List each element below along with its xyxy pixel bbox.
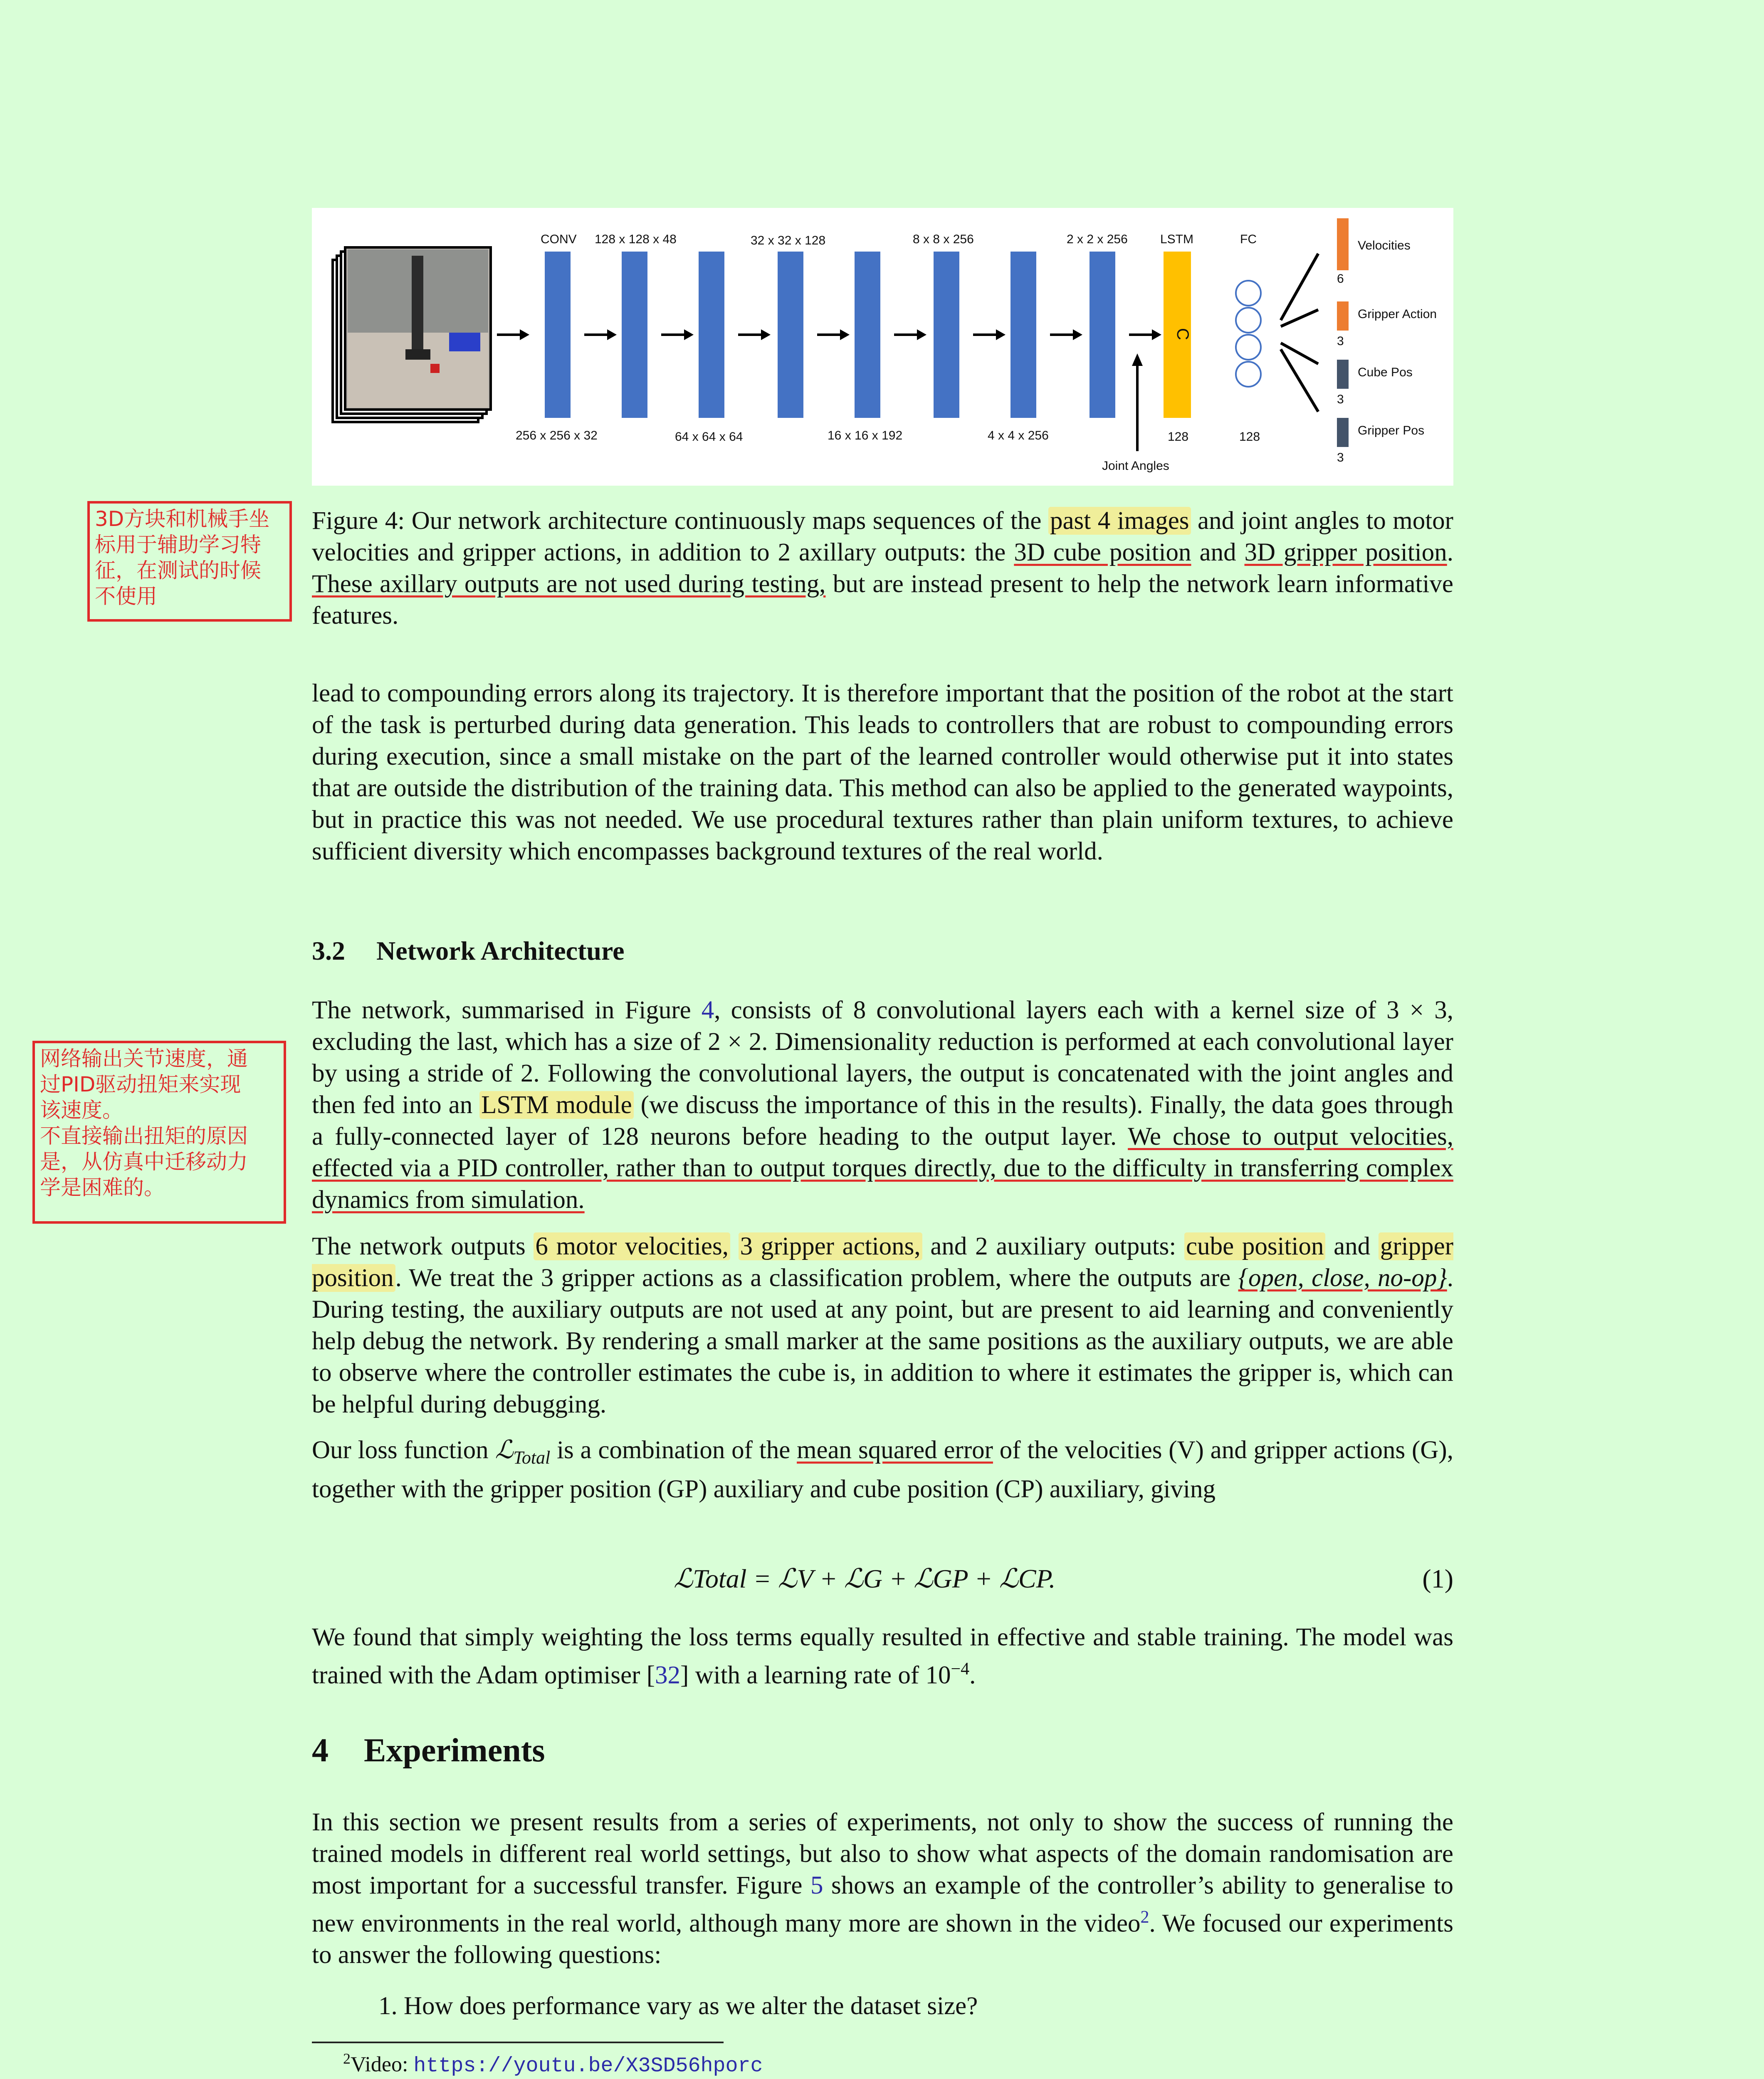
caption-text: Figure 4: Our network architecture continuously maps sequences of the (312, 507, 1048, 535)
fig-top-label: LSTM (1160, 232, 1194, 246)
blue-box (449, 333, 480, 351)
paragraph-text: and 2 auxiliary outputs: (922, 1232, 1185, 1260)
output-arrow-gripper-pos (1281, 349, 1318, 412)
conv-layer-1 (545, 252, 571, 418)
fig-top-label: 8 x 8 x 256 (913, 232, 974, 246)
paragraph-2 (312, 995, 1453, 1216)
paragraph-text: ] with a learning rate of 10 (680, 1661, 951, 1689)
flow-arrowhead (1152, 329, 1161, 340)
figure-caption (312, 505, 1453, 632)
fc-neuron (1236, 335, 1261, 360)
highlight-lstm: LSTM module (479, 1091, 634, 1119)
highlight-gripper-actions: 3 gripper actions, (739, 1232, 922, 1260)
underline-mse: mean squared error (797, 1436, 993, 1464)
output-dim-gripper-action: 3 (1337, 334, 1344, 348)
conv-layer-3 (699, 252, 724, 418)
output-label-gripper-action: Gripper Action (1358, 307, 1437, 321)
flow-arrowhead (684, 329, 694, 340)
underline-actions-set: {open, close, no-op} (1238, 1264, 1447, 1292)
conv-layer-7 (1010, 252, 1036, 418)
flow-arrowhead (996, 329, 1006, 340)
fc-neuron (1236, 281, 1261, 306)
joint-angles-arrowhead (1132, 353, 1143, 366)
paragraph-text: . We treat the 3 gripper actions as a classification problem, where the outputs are (395, 1264, 1238, 1292)
section-4-heading (312, 1732, 545, 1770)
caption-highlight: past 4 images (1048, 507, 1191, 535)
output-bar-cube-pos (1337, 360, 1349, 389)
citation-32-link[interactable]: 32 (655, 1661, 681, 1689)
margin-note-2: 网络输出关节速度，通 过PID驱动扭矩来实现 该速度。 不直接输出扭矩的原因 是，从仿真中迁移动力 学是困难的。 (32, 1041, 286, 1224)
caption-text: but are instead present to help the network learn informative features. (312, 570, 1453, 630)
network-architecture-svg (312, 208, 1453, 486)
paragraph-text: We found that simply weighting the loss terms equally resulted in effective and stable training. The model was trained with the Adam optimiser [ (312, 1623, 1453, 1689)
lstm-letter: C (1174, 328, 1192, 340)
output-label-cube-pos: Cube Pos (1358, 365, 1413, 379)
fig-top-label: 2 x 2 x 256 (1067, 232, 1128, 246)
fig-bottom-label: 128 (1168, 430, 1189, 444)
fc-neuron (1236, 308, 1261, 333)
paragraph-text: is a combination of the (550, 1436, 797, 1464)
fig-bottom-label: 4 x 4 x 256 (988, 429, 1049, 442)
paragraph-text: In this section we present results from a series of experiments, not only to show the success of running the trained models in different real world settings, but also to show what aspects of the domain randomisation are most important for a successful transfer. Figure (312, 1808, 1453, 1899)
paragraph-4 (312, 1435, 1453, 1505)
footnote-2-link[interactable]: 2 (1140, 1908, 1149, 1927)
section-3-2-heading (312, 936, 625, 966)
flow-arrowhead (761, 329, 771, 340)
paragraph-text: . During testing, the auxiliary outputs are not used at any point, but are present to aid learning and conveniently help debug the network. By rendering a small marker at the same positions as the auxiliary outputs, we are able to observe where the controller estimates the cube is, in addition to where it estimates the gripper is, which can be helpful during debugging. (312, 1264, 1453, 1418)
paragraph-text: lead to compounding errors along its trajectory. It is therefore important that the position of the robot at the start of the task is perturbed during data generation. This leads to controllers that are robust to compounding errors during execution, since a small mistake on the part of the learned controller would otherwise put it into states that are outside the distribution of the training data. This method can also be applied to the generated waypoints, but in practice this was not needed. We use procedural textures rather than plain uniform textures, to achieve sufficient diversity which encompasses background textures of the real world. (312, 679, 1453, 865)
fig-bottom-label: 128 (1239, 430, 1260, 444)
fig-top-label: FC (1240, 232, 1257, 246)
paragraph-text (730, 1232, 739, 1260)
conv-layer-6 (934, 252, 959, 418)
paragraph-text: and (1325, 1232, 1379, 1260)
highlight-cube-position: cube position (1184, 1232, 1325, 1260)
highlight-velocities: 6 motor velocities, (534, 1232, 730, 1260)
caption-text: and joint angles to motor velocities and gripper actions, in addition to 2 axillary outputs: the (312, 507, 1453, 566)
paragraph-text: , consists of 8 convolutional layers each with a kernel size of 3 × 3, excluding the last, which has a size of 2 × 2. Dimensionality reduction is performed at each convolutional layer by using a stride of 2. Following the convolutional layers, the output is concatenated with the joint angles and then fed into an (312, 996, 1453, 1119)
exponent: −4 (951, 1659, 970, 1679)
conv-layer-5 (855, 252, 880, 418)
paragraph-text: Our loss function (312, 1436, 495, 1464)
output-bar-velocities (1337, 218, 1349, 270)
paragraph-text: . (969, 1661, 976, 1689)
paragraph-text: of the velocities (V) and gripper actions (G), together with the gripper position (GP) auxiliary and cube position (CP) auxiliary, giving (312, 1436, 1453, 1504)
caption-underline: These axillary outputs are not used during testing, (312, 570, 826, 598)
flow-arrowhead (917, 329, 926, 340)
paragraph-text: (we discuss the importance of this in the results). Finally, the data goes through a fully-connected layer of 128 neurons before heading to the output layer. (312, 1091, 1453, 1151)
output-bar-gripper-pos (1337, 418, 1349, 447)
flow-arrowhead (1073, 329, 1082, 340)
flow-arrowhead (520, 329, 529, 340)
fig-bottom-label: 16 x 16 x 192 (828, 429, 903, 442)
paragraph-3 (312, 1231, 1453, 1420)
footnote-url-link[interactable]: https://youtu.be/X3SD56hporc (413, 2054, 763, 2078)
flow-arrowhead (840, 329, 850, 340)
conv-layer-2 (622, 252, 647, 418)
margin-note-1: 3D方块和机械手坐 标用于辅助学习特 征，在测试的时候 不使用 (87, 501, 292, 622)
conv-layer-4 (778, 252, 803, 418)
section-number: 3.2 (312, 936, 345, 965)
section-title: Experiments (364, 1732, 545, 1769)
output-arrow-velocities (1281, 254, 1318, 320)
loss-symbol: ℒ (495, 1436, 514, 1464)
figure-4-network-diagram (312, 208, 1453, 486)
caption-underline: 3D gripper position (1244, 538, 1447, 566)
red-cube (430, 364, 440, 373)
flow-arrowhead (607, 329, 617, 340)
caption-underline: 3D cube position (1014, 538, 1191, 566)
output-dim-cube-pos: 3 (1337, 393, 1344, 406)
footnote-mark: 2 (343, 2050, 351, 2067)
robot-arm (412, 256, 423, 351)
joint-angles-label: Joint Angles (1102, 459, 1169, 473)
section-number: 4 (312, 1732, 329, 1769)
conv-layer-8 (1090, 252, 1115, 418)
fig-top-label: 128 x 128 x 48 (595, 232, 677, 246)
output-dim-gripper-pos: 3 (1337, 451, 1344, 464)
paragraph-1 (312, 678, 1453, 867)
equation-number: (1) (1422, 1564, 1453, 1593)
footnote (343, 2050, 763, 2078)
output-bar-gripper-action (1337, 301, 1349, 331)
underline-pid: We chose to output velocities, effected via a PID controller, rather than to output torques directly, due to the difficulty in transferring complex dynamics from simulation. (312, 1123, 1453, 1214)
fig-top-label: 32 x 32 x 128 (751, 234, 826, 247)
paragraph-5 (312, 1622, 1453, 1691)
footnote-separator (312, 2042, 724, 2043)
fig-top-label: CONV (541, 232, 577, 246)
list-item: 1. How does performance vary as we alter the dataset size? (378, 1992, 978, 2020)
output-label-gripper-pos: Gripper Pos (1358, 424, 1425, 437)
highlight-gripper-position: gripper position (312, 1232, 1454, 1292)
caption-text: . (1447, 538, 1453, 566)
fc-neuron (1236, 362, 1261, 387)
paragraph-text: . We focused our experiments to answer the following questions: (312, 1909, 1453, 1969)
paragraph-text: The network, summarised in Figure (312, 996, 702, 1024)
fig-bottom-label: 64 x 64 x 64 (675, 430, 743, 444)
caption-text: and (1191, 538, 1245, 566)
output-dim-velocities: 6 (1337, 272, 1344, 286)
loss-subscript: Total (513, 1447, 551, 1468)
paragraph-text: shows an example of the controller’s ability to generalise to new environments in the real world, although many more are shown in the video (312, 1872, 1453, 1938)
output-label-velocities: Velocities (1358, 239, 1411, 252)
figure-5-link[interactable]: 5 (810, 1872, 823, 1899)
paragraph-text: The network outputs (312, 1232, 534, 1260)
footnote-label: Video: (351, 2052, 414, 2077)
fig-bottom-label: 256 x 256 x 32 (516, 429, 598, 442)
section-title: Network Architecture (376, 936, 625, 965)
robot-base (405, 349, 430, 360)
figure-4-link[interactable]: 4 (701, 996, 714, 1024)
equation-text: ℒTotal = ℒV + ℒG + ℒGP + ℒCP. (674, 1564, 1056, 1593)
paragraph-6 (312, 1807, 1453, 1971)
